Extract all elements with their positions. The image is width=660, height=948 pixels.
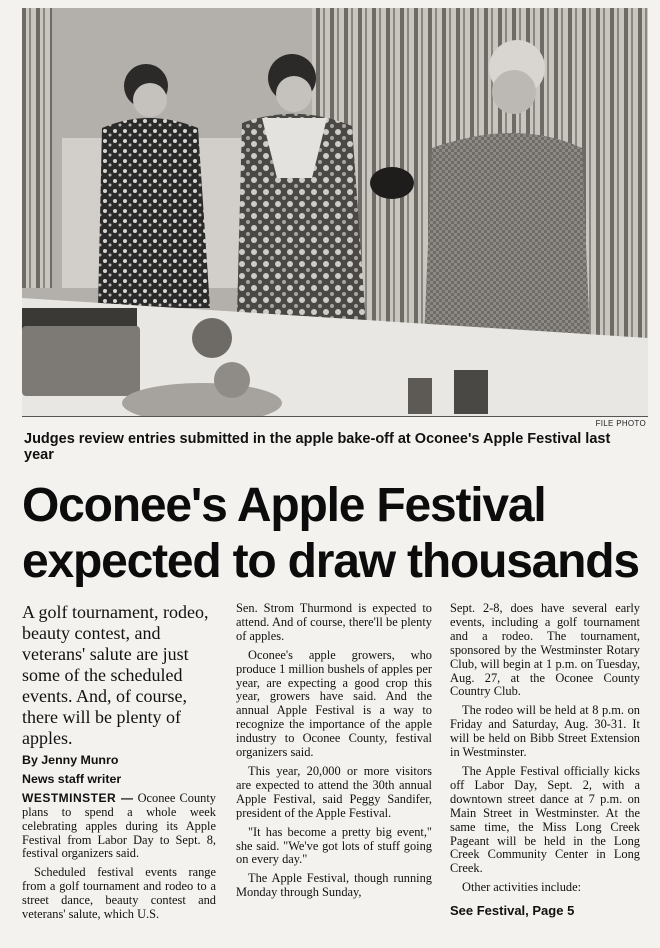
paragraph: The Apple Festival officially kicks off Labor Day, Sept. 2, with a downtown street dance at 7 p.m. on Main Street in Westminster. At the same time, the Miss Long Creek Pageant will be held in the Long Creek Community Center in Long Creek. [450,763,640,876]
paragraph: Sen. Strom Thurmond is expected to attend. And of course, there'll be plenty of apples. [236,601,432,643]
news-photo [22,8,648,417]
paragraph: The rodeo will be held at 8 p.m. on Friday and Saturday, Aug. 30-31. It will be held on Bibb Street Extension in Westminster. [450,703,640,760]
deck: A golf tournament, rodeo, beauty contest, and veterans' salute are just some of the scheduled events. And, of course, there will be plenty of apples. [22,602,209,748]
paragraph: The Apple Festival, though running Monday through Sunday, [236,871,432,900]
paragraph: Sept. 2-8, does have several early events, including a golf tournament and a rodeo. The tournament, sponsored by the Westminster Rotary Club, will begin at 1 p.m. on Tuesday, Aug. 27, at the Oconee County Country Club. [450,601,640,699]
photo-credit: FILE PHOTO [595,419,646,428]
article-column-2 [236,602,432,905]
paragraph-text: Oconee County plans to spend a whole week celebrating apples during its Apple Festival from Labor Day to Sept. 8, festival organizers said. [22,790,216,861]
photo-illustration [22,8,648,416]
article-column-3 [450,602,640,918]
headline: Oconee's Apple Festival expected to draw thousands [22,479,639,588]
paragraph: This year, 20,000 or more visitors are expected to attend the 30th annual Apple Festival, said Peggy Sandifer, president of the Apple Festival. [236,763,432,820]
paragraph: Oconee's apple growers, who produce 1 million bushels of apples per year, are expecting a good crop this year, growers have said. And the annual Apple Festival is a way to recognize the importance of the apple industry to Oconee County, festival organizers said. [236,647,432,760]
paragraph: Other activities include: [462,880,582,895]
photo-caption: Judges review entries submitted in the apple bake-off at Oconee's Apple Festival last year [24,431,611,463]
paragraph: "It has become a pretty big event," she said. "We've got lots of stuff going on every day." [236,824,432,867]
paragraph: Scheduled festival events range from a golf tournament and rodeo to a street dance, beauty contest and veterans' salute, which U.S. [22,865,216,922]
byline-role: News staff writer [22,771,122,786]
paragraph [22,792,216,862]
article-column-1 [22,602,216,927]
jump-line: See Festival, Page 5 [450,903,575,919]
dateline: WESTMINSTER — [22,790,134,805]
byline: By Jenny Munro [22,753,119,767]
